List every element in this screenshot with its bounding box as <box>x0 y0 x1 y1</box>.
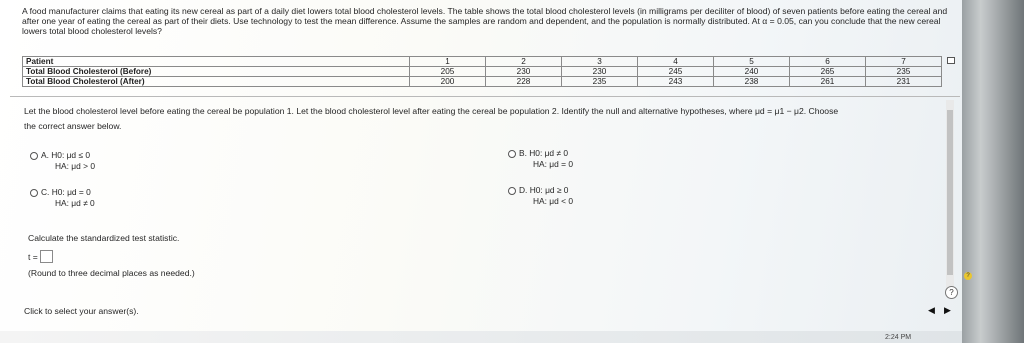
hypothesis-prompt <box>24 104 944 134</box>
table-cell: 200 <box>410 77 486 87</box>
option-d[interactable] <box>508 185 573 207</box>
table-cell: 265 <box>790 67 866 77</box>
scrollbar[interactable] <box>946 100 954 295</box>
t-answer-input[interactable] <box>40 250 53 263</box>
table-cell: 245 <box>638 67 714 77</box>
table-cell: 2 <box>486 57 562 67</box>
table-cell: 5 <box>714 57 790 67</box>
option-ha: HA: μd = 0 <box>533 159 573 169</box>
option-letter: C. <box>41 187 50 197</box>
prev-arrow-icon[interactable]: ◀ <box>928 305 935 315</box>
hypothesis-prompt-line1: Let the blood cholesterol level before eating the cereal be population 1. Let the blood cholesterol level after eating the cereal be population 2. Identify the null and alternative hypotheses, where μd = μ1 − μ2. Choose <box>24 106 839 116</box>
option-ha: HA: μd > 0 <box>55 161 95 171</box>
table-cell: 235 <box>562 77 638 87</box>
cholesterol-table <box>22 56 942 87</box>
option-h0: H0: μd ≤ 0 <box>51 150 91 160</box>
table-row-after <box>23 77 942 87</box>
divider <box>10 96 960 97</box>
expand-table-icon[interactable] <box>947 57 955 64</box>
table-cell: 240 <box>714 67 790 77</box>
option-c[interactable] <box>30 187 95 209</box>
radio-icon[interactable] <box>30 189 38 197</box>
hypothesis-prompt-line2: the correct answer below. <box>24 121 122 131</box>
option-letter: A. <box>41 150 49 160</box>
option-ha: HA: μd < 0 <box>533 196 573 206</box>
table-cell: 4 <box>638 57 714 67</box>
table-header-patient: Patient <box>23 57 410 67</box>
table-row-before <box>23 67 942 77</box>
table-cell: 235 <box>866 67 942 77</box>
table-cell: 1 <box>410 57 486 67</box>
option-h0: H0: μd = 0 <box>51 187 91 197</box>
table-cell: 230 <box>562 67 638 77</box>
radio-icon[interactable] <box>508 187 516 195</box>
option-b[interactable] <box>508 148 573 170</box>
table-cell: 230 <box>486 67 562 77</box>
option-ha: HA: μd ≠ 0 <box>55 198 95 208</box>
table-cell: 231 <box>866 77 942 87</box>
option-letter: B. <box>519 148 527 158</box>
help-bubble-icon[interactable]: ? <box>964 272 972 280</box>
table-cell: 243 <box>638 77 714 87</box>
option-a[interactable] <box>30 150 95 172</box>
table-cell: 7 <box>866 57 942 67</box>
table-cell: 261 <box>790 77 866 87</box>
table-cell: 205 <box>410 67 486 77</box>
radio-icon[interactable] <box>30 152 38 160</box>
radio-icon[interactable] <box>508 150 516 158</box>
option-h0: H0: μd ≠ 0 <box>529 148 569 158</box>
table-cell: 3 <box>562 57 638 67</box>
help-icon[interactable]: ? <box>945 286 958 299</box>
table-cell: 6 <box>790 57 866 67</box>
t-label: t = <box>28 252 38 262</box>
taskbar <box>0 331 962 343</box>
option-h0: H0: μd ≥ 0 <box>529 185 569 195</box>
table-row-label: Total Blood Cholesterol (After) <box>23 77 410 87</box>
table-cell: 238 <box>714 77 790 87</box>
table-row-label: Total Blood Cholesterol (Before) <box>23 67 410 77</box>
question-text: A food manufacturer claims that eating its new cereal as part of a daily diet lowers total blood cholesterol levels. The table shows the total blood cholesterol levels (in milligrams per deciliter of blood) of seven patients before eating the cereal and after one year of eating the cereal as part of their diets. Use technology to test the mean difference. Assume the samples are random and dependent, and the population is normally distributed. At α = 0.05, can you conclude that the new cereal lowers total blood cholesterol levels? <box>22 6 948 37</box>
clock: 2:24 PM <box>885 334 912 341</box>
click-note: Click to select your answer(s). <box>24 306 139 316</box>
table-row-patient <box>23 57 942 67</box>
monitor-bezel <box>962 0 1024 343</box>
table-cell: 228 <box>486 77 562 87</box>
scrollbar-thumb[interactable] <box>947 110 953 275</box>
next-arrow-icon[interactable]: ▶ <box>944 305 951 315</box>
test-stat-prompt: Calculate the standardized test statistic. <box>28 233 180 243</box>
option-letter: D. <box>519 185 528 195</box>
round-note: (Round to three decimal places as needed.) <box>28 268 195 278</box>
